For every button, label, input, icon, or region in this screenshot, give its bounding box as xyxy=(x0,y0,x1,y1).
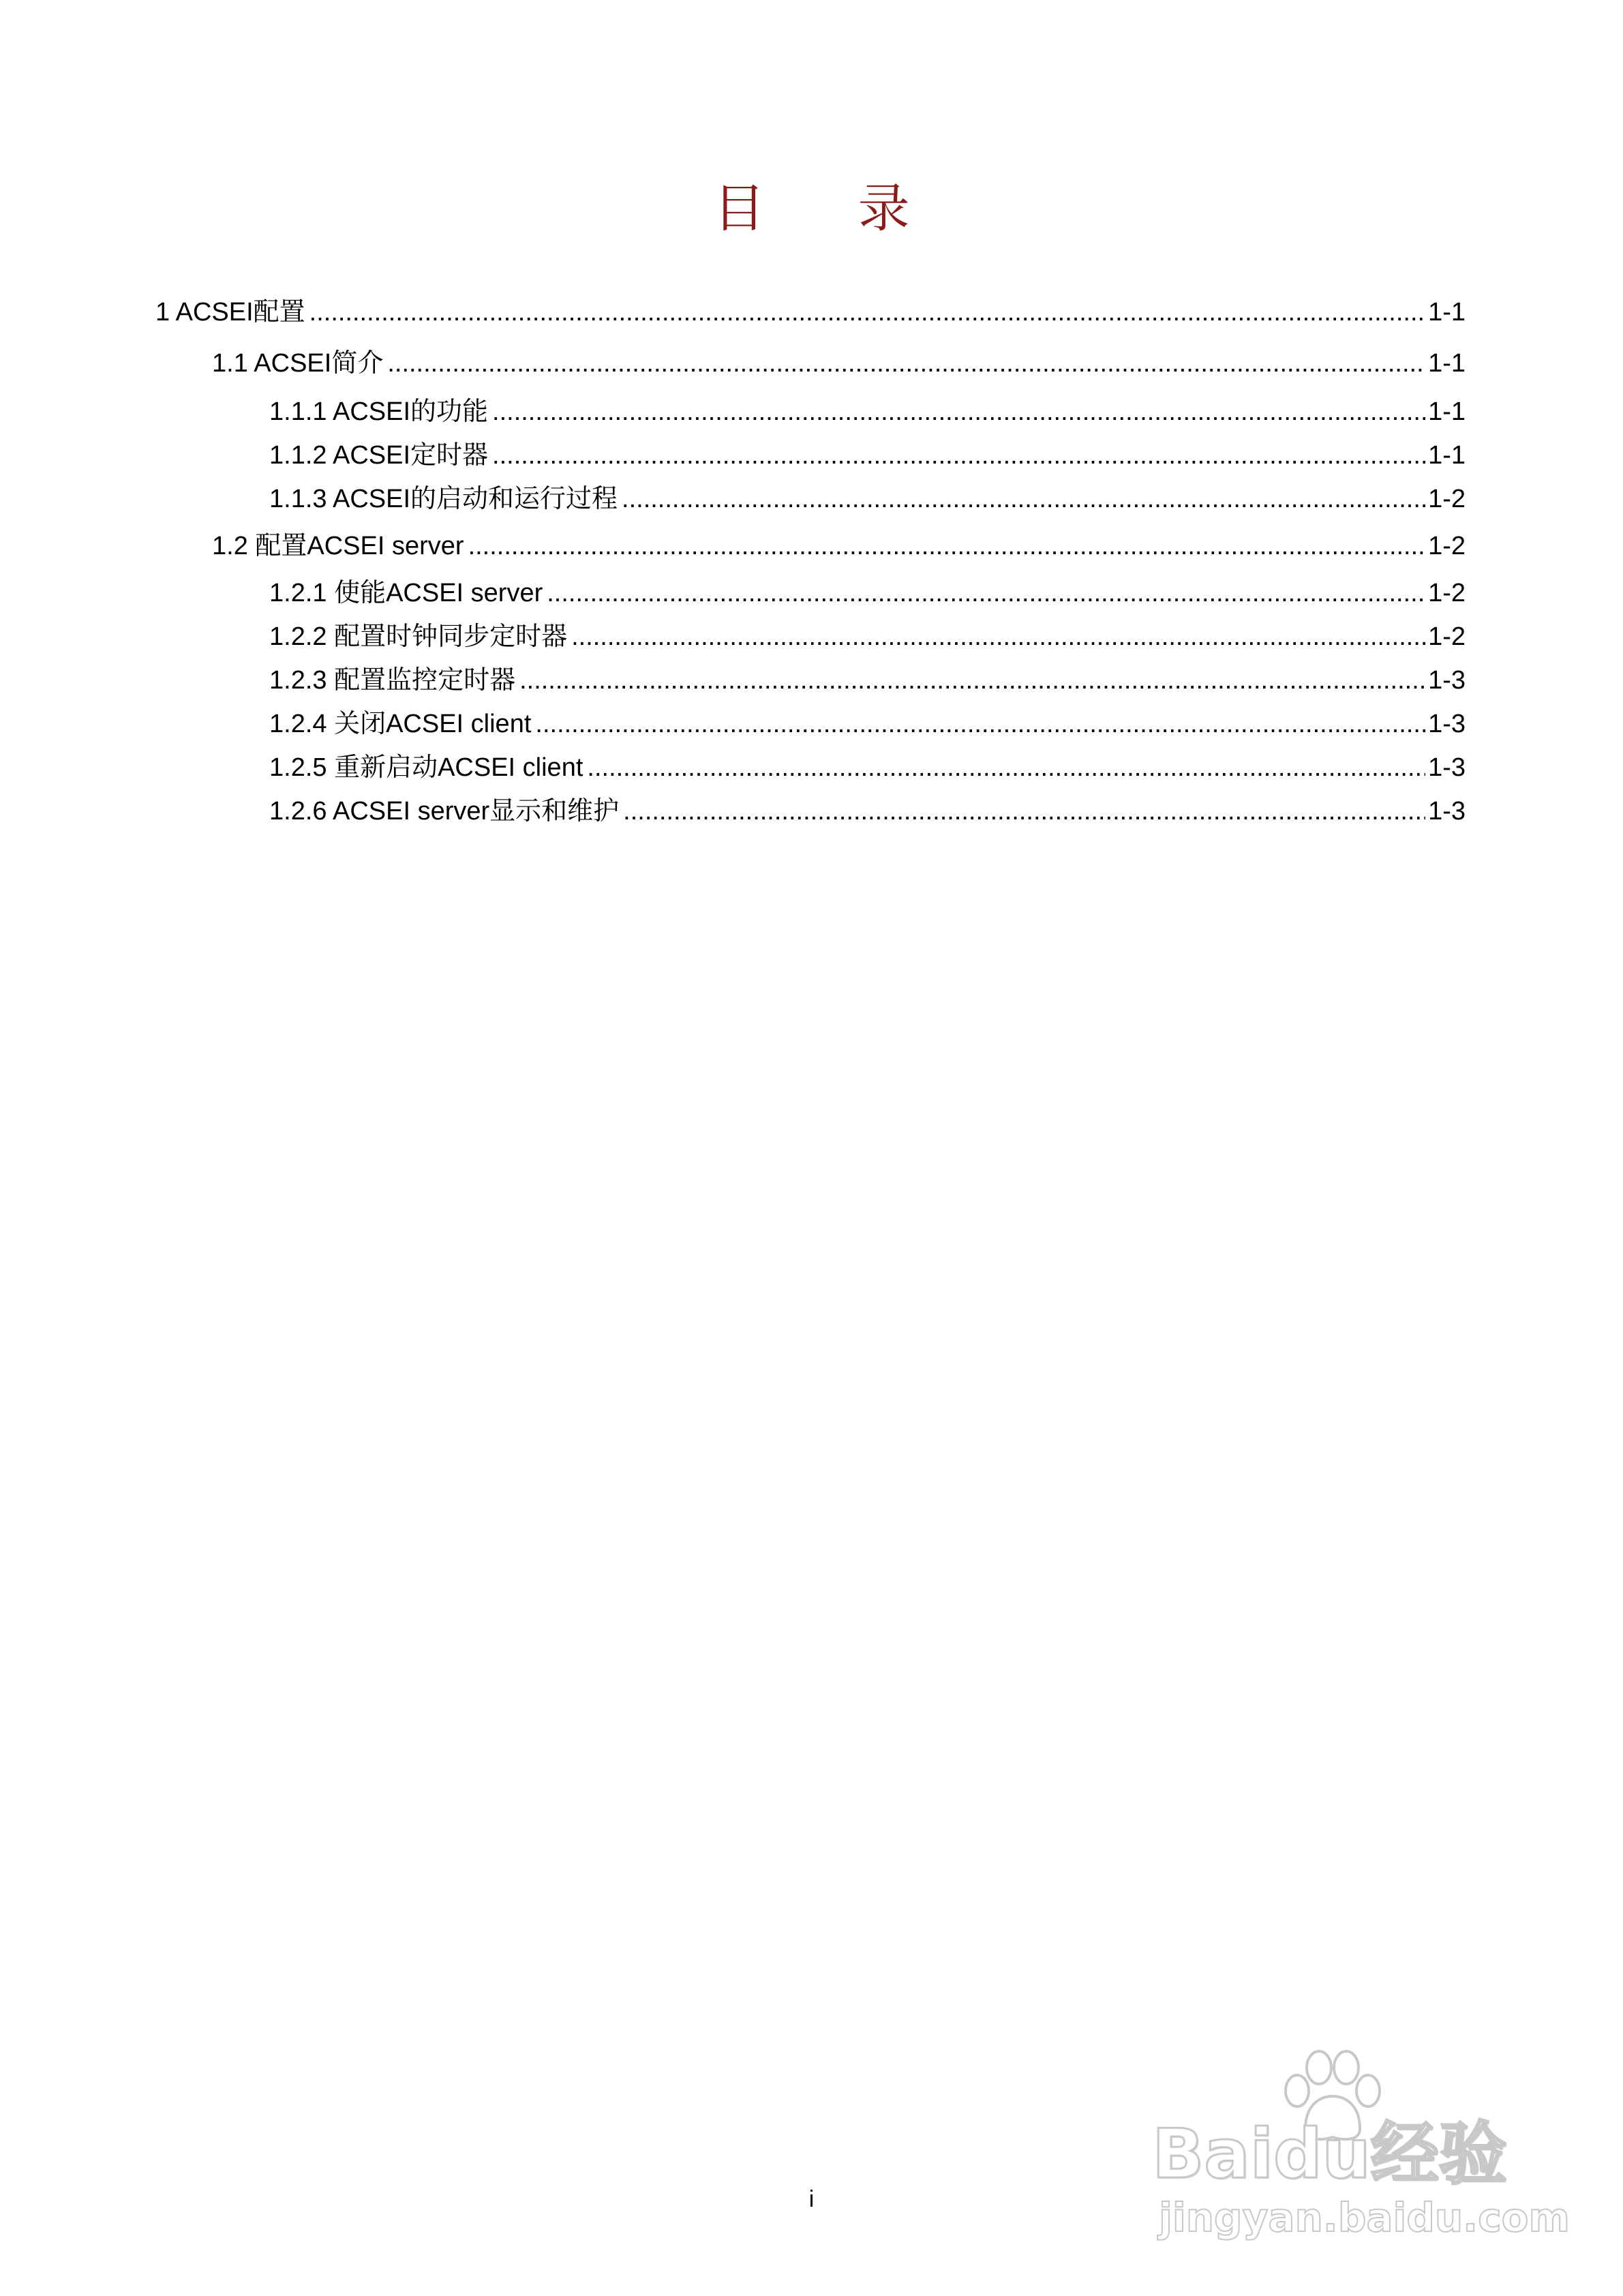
watermark-logo-text: Baidu经验 xyxy=(1152,2114,1507,2194)
toc-entry-1-2-3[interactable] xyxy=(269,664,1466,697)
toc-entry-1-2-4[interactable] xyxy=(269,708,1466,740)
toc-entry-1-1-2[interactable] xyxy=(269,439,1466,472)
toc-dot-leader xyxy=(519,664,1425,697)
toc-dot-leader xyxy=(622,483,1425,515)
toc-entry-page: 1-2 xyxy=(1428,579,1466,607)
toc-dot-leader xyxy=(492,395,1425,428)
toc-entry-page: 1-2 xyxy=(1428,532,1466,560)
toc-entry-page: 1-3 xyxy=(1428,797,1466,826)
toc-entry-1-2[interactable] xyxy=(212,530,1466,562)
toc-dot-leader xyxy=(623,795,1425,828)
page-number: i xyxy=(808,2186,815,2212)
page-title: 目 录 xyxy=(713,178,948,239)
toc-entry-page: 1-2 xyxy=(1428,622,1466,651)
toc-entry-1-2-2[interactable] xyxy=(269,620,1466,653)
toc-entry-text: 1.1.1 ACSEI的功能 xyxy=(269,397,489,426)
toc-dot-leader xyxy=(468,530,1426,562)
toc-entry-1-1-3[interactable] xyxy=(269,483,1466,515)
toc-entry-text: 1.2.3 配置监控定时器 xyxy=(269,666,516,695)
toc-entry-text: 1 ACSEI配置 xyxy=(155,298,305,327)
toc-entry-page: 1-2 xyxy=(1428,485,1466,513)
toc-entry-text: 1.2.4 关闭ACSEI client xyxy=(269,710,532,738)
toc-entry-page: 1-1 xyxy=(1428,298,1466,327)
toc-entry-1-2-1[interactable] xyxy=(269,577,1466,609)
toc-dot-leader xyxy=(587,751,1425,784)
toc-entry-text: 1.1.3 ACSEI的启动和运行过程 xyxy=(269,485,618,513)
toc-entry-text: 1.2.2 配置时钟同步定时器 xyxy=(269,622,568,651)
toc-dot-leader xyxy=(309,296,1425,329)
toc-dot-leader xyxy=(547,577,1425,609)
toc-entry-text: 1.2.1 使能ACSEI server xyxy=(269,579,543,607)
toc-entry-page: 1-1 xyxy=(1428,441,1466,470)
toc-entry-text: 1.2.5 重新启动ACSEI client xyxy=(269,753,583,782)
toc-entry-1-1[interactable] xyxy=(212,347,1466,380)
toc-entry-page: 1-1 xyxy=(1428,349,1466,378)
toc-dot-leader xyxy=(535,708,1425,740)
baidu-jingyan-watermark xyxy=(1152,2049,1570,2246)
toc-dot-leader xyxy=(387,347,1425,380)
toc-entry-text: 1.2.6 ACSEI server显示和维护 xyxy=(269,797,620,826)
toc-entry-text: 1.1.2 ACSEI定时器 xyxy=(269,441,489,470)
toc-entry-1-1-1[interactable] xyxy=(269,395,1466,428)
toc-entry-text: 1.2 配置ACSEI server xyxy=(212,532,464,560)
toc-entry-text: 1.1 ACSEI简介 xyxy=(212,349,384,378)
toc-entry-page: 1-3 xyxy=(1428,666,1466,695)
toc-entry-page: 1-3 xyxy=(1428,710,1466,738)
watermark-url: jingyan.baidu.com xyxy=(1159,2194,1570,2241)
toc-entry-page: 1-1 xyxy=(1428,397,1466,426)
toc-entry-1-2-6[interactable] xyxy=(269,795,1466,828)
toc-dot-leader xyxy=(571,620,1425,653)
toc-entry-1-2-5[interactable] xyxy=(269,751,1466,784)
toc-entry-1[interactable] xyxy=(155,296,1466,329)
toc-dot-leader xyxy=(492,439,1425,472)
toc-entry-page: 1-3 xyxy=(1428,753,1466,782)
